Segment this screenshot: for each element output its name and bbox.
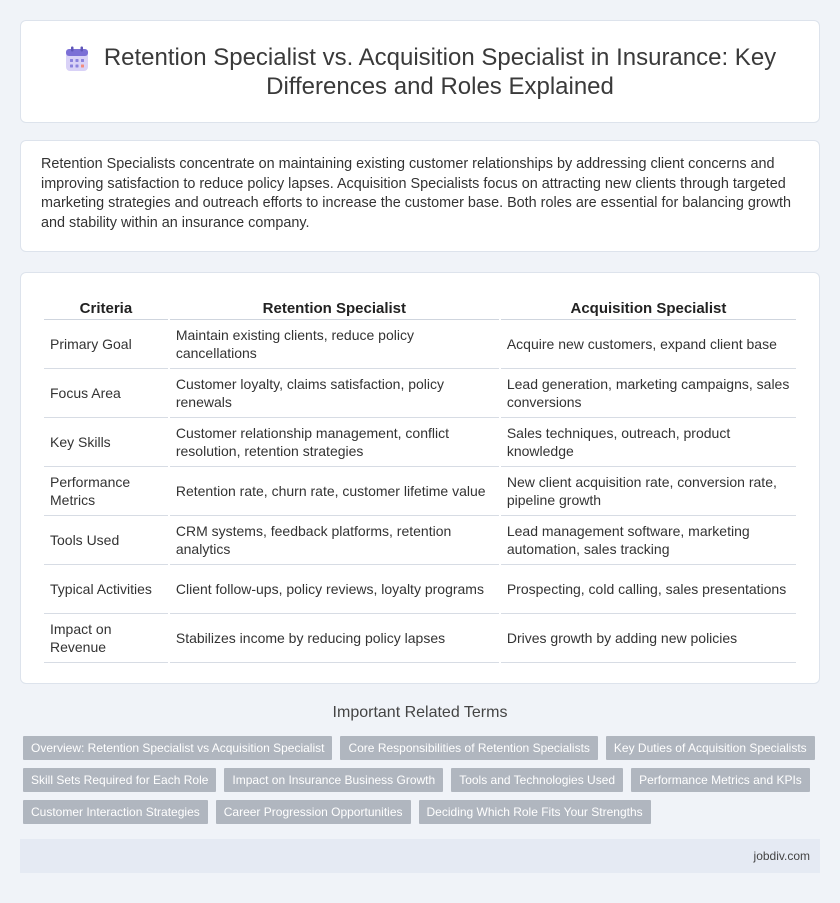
related-term-tag[interactable]: Overview: Retention Specialist vs Acquisition Specialist <box>23 736 332 760</box>
table-cell-retention: Stabilizes income by reducing policy lapses <box>170 614 499 663</box>
table-cell-acquisition: Acquire new customers, expand client base <box>501 320 796 369</box>
table-cell-criteria: Focus Area <box>44 369 168 418</box>
column-header-acquisition: Acquisition Specialist <box>501 295 796 320</box>
related-term-tag[interactable]: Customer Interaction Strategies <box>23 800 208 824</box>
related-term-tag[interactable]: Impact on Insurance Business Growth <box>224 768 443 792</box>
table-cell-retention: Client follow-ups, policy reviews, loyalty programs <box>170 565 499 614</box>
related-terms-list <box>23 736 823 832</box>
table-cell-criteria: Tools Used <box>44 516 168 565</box>
table-cell-criteria: Impact on Revenue <box>44 614 168 663</box>
related-term-tag[interactable]: Career Progression Opportunities <box>216 800 411 824</box>
table-cell-retention: Customer loyalty, claims satisfaction, policy renewals <box>170 369 499 418</box>
table-cell-acquisition: Prospecting, cold calling, sales presentations <box>501 565 796 614</box>
table-cell-acquisition: Sales techniques, outreach, product knowledge <box>501 418 796 467</box>
footer-site-link[interactable]: jobdiv.com <box>753 849 810 863</box>
intro-card <box>20 140 820 252</box>
table-cell-acquisition: Lead generation, marketing campaigns, sales conversions <box>501 369 796 418</box>
table-row <box>44 418 796 467</box>
table-cell-criteria: Primary Goal <box>44 320 168 369</box>
table-cell-criteria: Typical Activities <box>44 565 168 614</box>
table-header-row <box>44 295 796 320</box>
table-row <box>44 614 796 663</box>
footer <box>20 839 820 873</box>
intro-paragraph: Retention Specialists concentrate on maintaining existing customer relationships by addressing client concerns and improving satisfaction to reduce policy lapses. Acquisition Specialists focus on attracting new clients through targeted marketing strategies and outreach efforts to increase the customer base. Both roles are essential for balancing growth and stability within an insurance company. <box>41 156 792 231</box>
table-cell-retention: Retention rate, churn rate, customer lifetime value <box>170 467 499 516</box>
tag-row <box>23 768 823 792</box>
related-term-tag[interactable]: Deciding Which Role Fits Your Strengths <box>419 800 651 824</box>
related-terms-heading: Important Related Terms <box>332 704 508 721</box>
comparison-table <box>42 295 798 663</box>
tag-row <box>23 736 823 760</box>
table-cell-acquisition: New client acquisition rate, conversion rate, pipeline growth <box>501 467 796 516</box>
related-term-tag[interactable]: Skill Sets Required for Each Role <box>23 768 216 792</box>
related-term-tag[interactable]: Core Responsibilities of Retention Specialists <box>340 736 597 760</box>
table-cell-retention: Maintain existing clients, reduce policy cancellations <box>170 320 499 369</box>
table-cell-acquisition: Lead management software, marketing automation, sales tracking <box>501 516 796 565</box>
column-header-retention: Retention Specialist <box>170 295 499 320</box>
table-row <box>44 320 796 369</box>
column-header-criteria: Criteria <box>44 295 168 320</box>
table-cell-criteria: Key Skills <box>44 418 168 467</box>
table-row <box>44 565 796 614</box>
comparison-table-card <box>20 272 820 684</box>
related-term-tag[interactable]: Tools and Technologies Used <box>451 768 623 792</box>
table-cell-retention: CRM systems, feedback platforms, retention analytics <box>170 516 499 565</box>
table-row <box>44 369 796 418</box>
title-card <box>20 20 820 123</box>
table-cell-acquisition: Drives growth by adding new policies <box>501 614 796 663</box>
table-row <box>44 516 796 565</box>
page-title: Retention Specialist vs. Acquisition Specialist in Insurance: Key Differences and Roles Explained <box>103 43 777 100</box>
table-cell-retention: Customer relationship management, conflict resolution, retention strategies <box>170 418 499 467</box>
table-cell-criteria: Performance Metrics <box>44 467 168 516</box>
related-term-tag[interactable]: Key Duties of Acquisition Specialists <box>606 736 815 760</box>
related-term-tag[interactable]: Performance Metrics and KPIs <box>631 768 810 792</box>
tag-row <box>23 800 823 824</box>
table-row <box>44 467 796 516</box>
